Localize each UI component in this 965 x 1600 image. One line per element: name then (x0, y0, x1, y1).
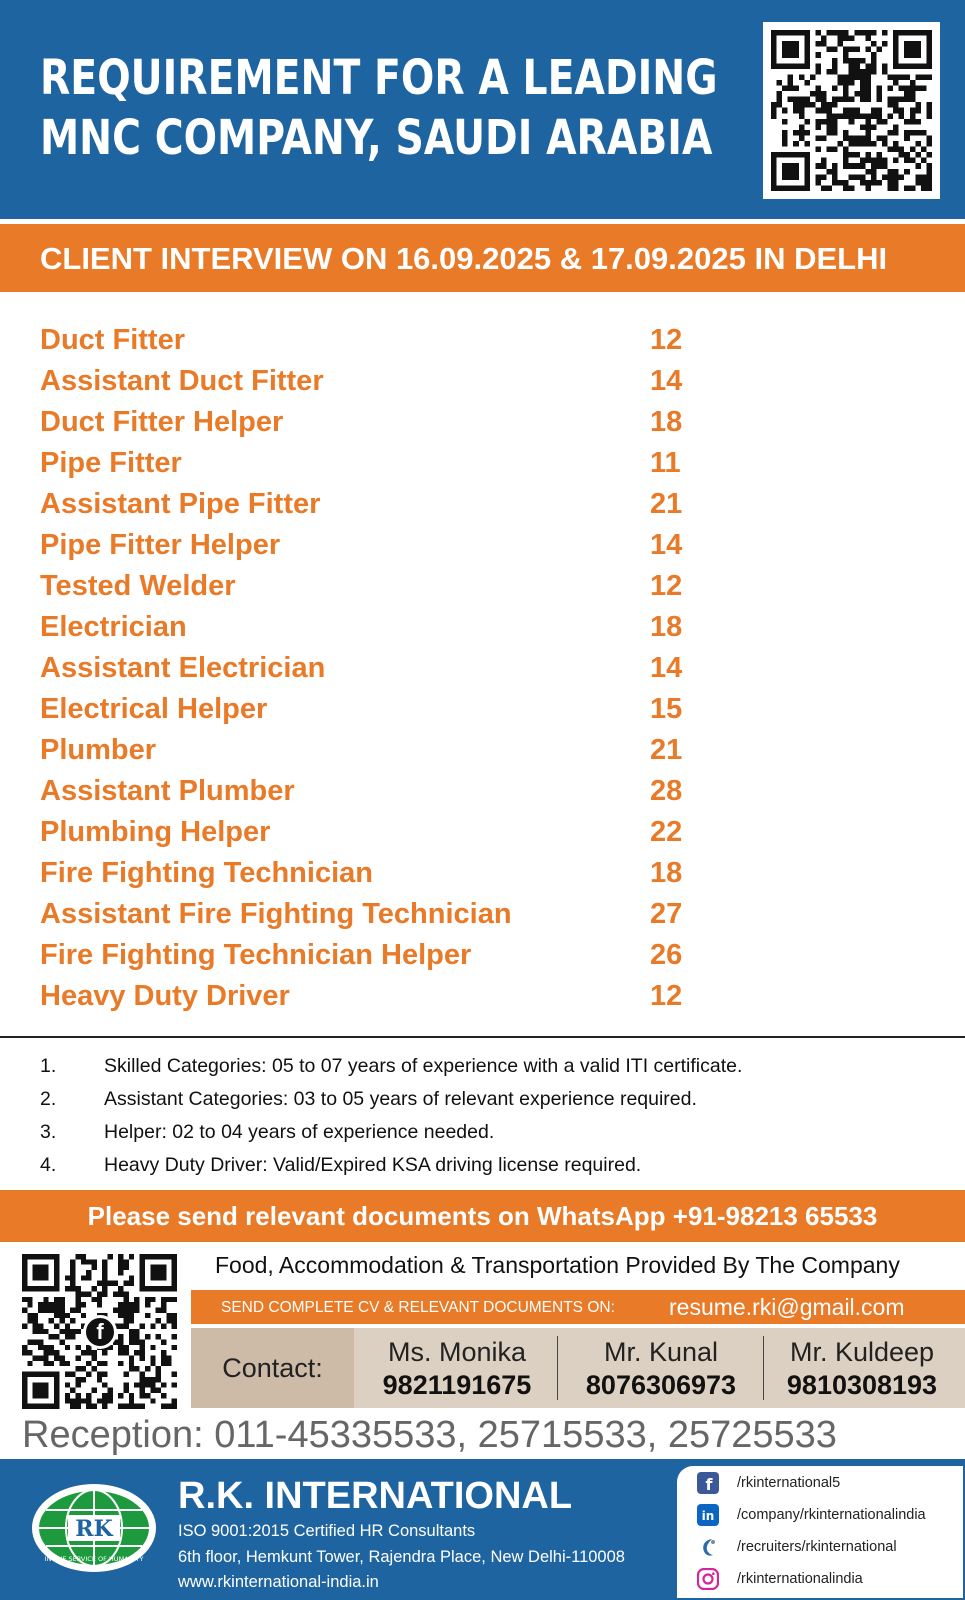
position-name: Assistant Duct Fitter (40, 365, 324, 397)
svg-text:f: f (705, 1475, 713, 1494)
page-title (40, 48, 718, 168)
note-text: Heavy Duty Driver: Valid/Expired KSA driving license required. (104, 1154, 642, 1176)
contact-phone[interactable]: 8076306973 (585, 1370, 737, 1400)
list-item (40, 812, 740, 853)
logo-motto: IN THE SERVICE OF HUMANITY (44, 1555, 144, 1563)
company-logo (28, 1481, 160, 1576)
svg-text:in: in (701, 1509, 715, 1523)
naukri-icon (697, 1536, 719, 1558)
position-count: 18 (650, 406, 683, 438)
list-item (40, 361, 740, 402)
list-item (40, 1149, 940, 1182)
list-item (40, 689, 740, 730)
position-name: Assistant Electrician (40, 652, 326, 684)
position-name: Assistant Fire Fighting Technician (40, 898, 512, 930)
contact-name: Ms. Monika (387, 1337, 527, 1367)
note-number: 4. (40, 1154, 57, 1176)
position-count: 22 (650, 816, 683, 848)
list-item (40, 894, 740, 935)
position-name: Plumber (40, 734, 157, 766)
header-banner (0, 0, 965, 219)
position-count: 21 (650, 488, 683, 520)
position-count: 27 (650, 898, 683, 930)
company-website-link[interactable]: www.rkinternational-india.in (178, 1573, 379, 1591)
contact-phone[interactable]: 9821191675 (382, 1370, 532, 1400)
position-count: 26 (650, 939, 683, 971)
list-item (40, 607, 740, 648)
position-name: Electrical Helper (40, 693, 268, 725)
position-name: Electrician (40, 611, 187, 643)
requirements-notes (40, 1050, 940, 1182)
interview-dates: CLIENT INTERVIEW ON 16.09.2025 & 17.09.2025 IN DELHI (40, 241, 888, 276)
position-name: Pipe Fitter Helper (40, 529, 281, 561)
note-text: Skilled Categories: 05 to 07 years of experience with a valid ITI certificate. (104, 1055, 743, 1077)
contact-name: Mr. Kunal (603, 1337, 719, 1367)
list-item (40, 730, 740, 771)
cv-banner (191, 1290, 965, 1324)
list-item (40, 1050, 940, 1083)
contact-person (558, 1328, 764, 1408)
position-count: 14 (650, 652, 683, 684)
linkedin-icon (697, 1504, 719, 1526)
position-count: 28 (650, 775, 683, 807)
company-name: R.K. INTERNATIONAL (178, 1475, 573, 1517)
position-count: 12 (650, 324, 683, 356)
qr-code-icon (771, 30, 932, 191)
list-item (40, 566, 740, 607)
contact-person (759, 1328, 965, 1408)
position-count: 21 (650, 734, 683, 766)
cv-email-link[interactable]: resume.rki@gmail.com (669, 1294, 905, 1320)
qr-code-top (763, 22, 940, 199)
note-number: 2. (40, 1088, 57, 1110)
social-handle: /company/rkinternationalindia (737, 1507, 926, 1523)
contact-box (191, 1328, 965, 1408)
cv-label: SEND COMPLETE CV & RELEVANT DOCUMENTS ON: (221, 1299, 615, 1316)
contact-person (354, 1328, 560, 1408)
social-handle: /rkinternational5 (737, 1475, 841, 1491)
position-count: 18 (650, 611, 683, 643)
facebook-icon (697, 1472, 719, 1494)
whatsapp-text: Please send relevant documents on WhatsApp +91-98213 65533 (87, 1201, 878, 1231)
note-text: Assistant Categories: 03 to 05 years of relevant experience required. (104, 1088, 697, 1110)
list-item (40, 648, 740, 689)
list-item (40, 402, 740, 443)
list-item (40, 320, 740, 361)
title-line-2: MNC COMPANY, SAUDI ARABIA (40, 110, 713, 166)
positions-list (40, 320, 740, 1017)
facebook-badge-icon: f (83, 1315, 117, 1349)
reception-phones: Reception: 011-45335533, 25715533, 25725533 (22, 1414, 837, 1456)
list-item (40, 1083, 940, 1116)
position-count: 12 (650, 980, 683, 1012)
position-count: 11 (650, 447, 681, 479)
position-name: Pipe Fitter (40, 447, 182, 479)
position-count: 15 (650, 693, 683, 725)
list-item (40, 484, 740, 525)
list-item (40, 976, 740, 1017)
whatsapp-banner (0, 1190, 965, 1242)
social-handle: /rkinternationalindia (737, 1571, 863, 1587)
position-name: Plumbing Helper (40, 816, 271, 848)
list-item (40, 525, 740, 566)
contact-label: Contact: (222, 1353, 323, 1383)
interview-banner (0, 224, 965, 292)
company-address: 6th floor, Hemkunt Tower, Rajendra Place, New Delhi-110008 (178, 1548, 625, 1566)
list-item (40, 1116, 940, 1149)
position-name: Duct Fitter Helper (40, 406, 284, 438)
list-item (40, 443, 740, 484)
position-count: 12 (650, 570, 683, 602)
title-line-1: REQUIREMENT FOR A LEADING (40, 50, 718, 106)
list-item (40, 935, 740, 976)
contact-label-cell (191, 1328, 354, 1408)
list-item (40, 771, 740, 812)
note-number: 3. (40, 1121, 57, 1143)
position-count: 14 (650, 365, 683, 397)
logo-text: RK (75, 1516, 113, 1542)
footer (0, 1459, 965, 1600)
position-name: Heavy Duty Driver (40, 980, 290, 1012)
contact-phone[interactable]: 9810308193 (786, 1370, 938, 1400)
social-handle: /recruiters/rkinternational (737, 1539, 897, 1555)
position-name: Assistant Plumber (40, 775, 295, 807)
social-links (677, 1466, 963, 1598)
position-name: Fire Fighting Technician Helper (40, 939, 472, 971)
company-certification: ISO 9001:2015 Certified HR Consultants (178, 1522, 476, 1540)
benefits-text: Food, Accommodation & Transportation Provided By The Company (215, 1252, 900, 1278)
note-number: 1. (40, 1055, 57, 1077)
section-divider (0, 1036, 965, 1038)
position-name: Tested Welder (40, 570, 236, 602)
position-name: Assistant Pipe Fitter (40, 488, 321, 520)
list-item (40, 853, 740, 894)
position-name: Fire Fighting Technician (40, 857, 373, 889)
position-count: 18 (650, 857, 683, 889)
instagram-icon (697, 1568, 719, 1590)
position-count: 14 (650, 529, 683, 561)
contact-name: Mr. Kuldeep (789, 1337, 935, 1367)
note-text: Helper: 02 to 04 years of experience needed. (104, 1121, 495, 1143)
position-name: Duct Fitter (40, 324, 185, 356)
